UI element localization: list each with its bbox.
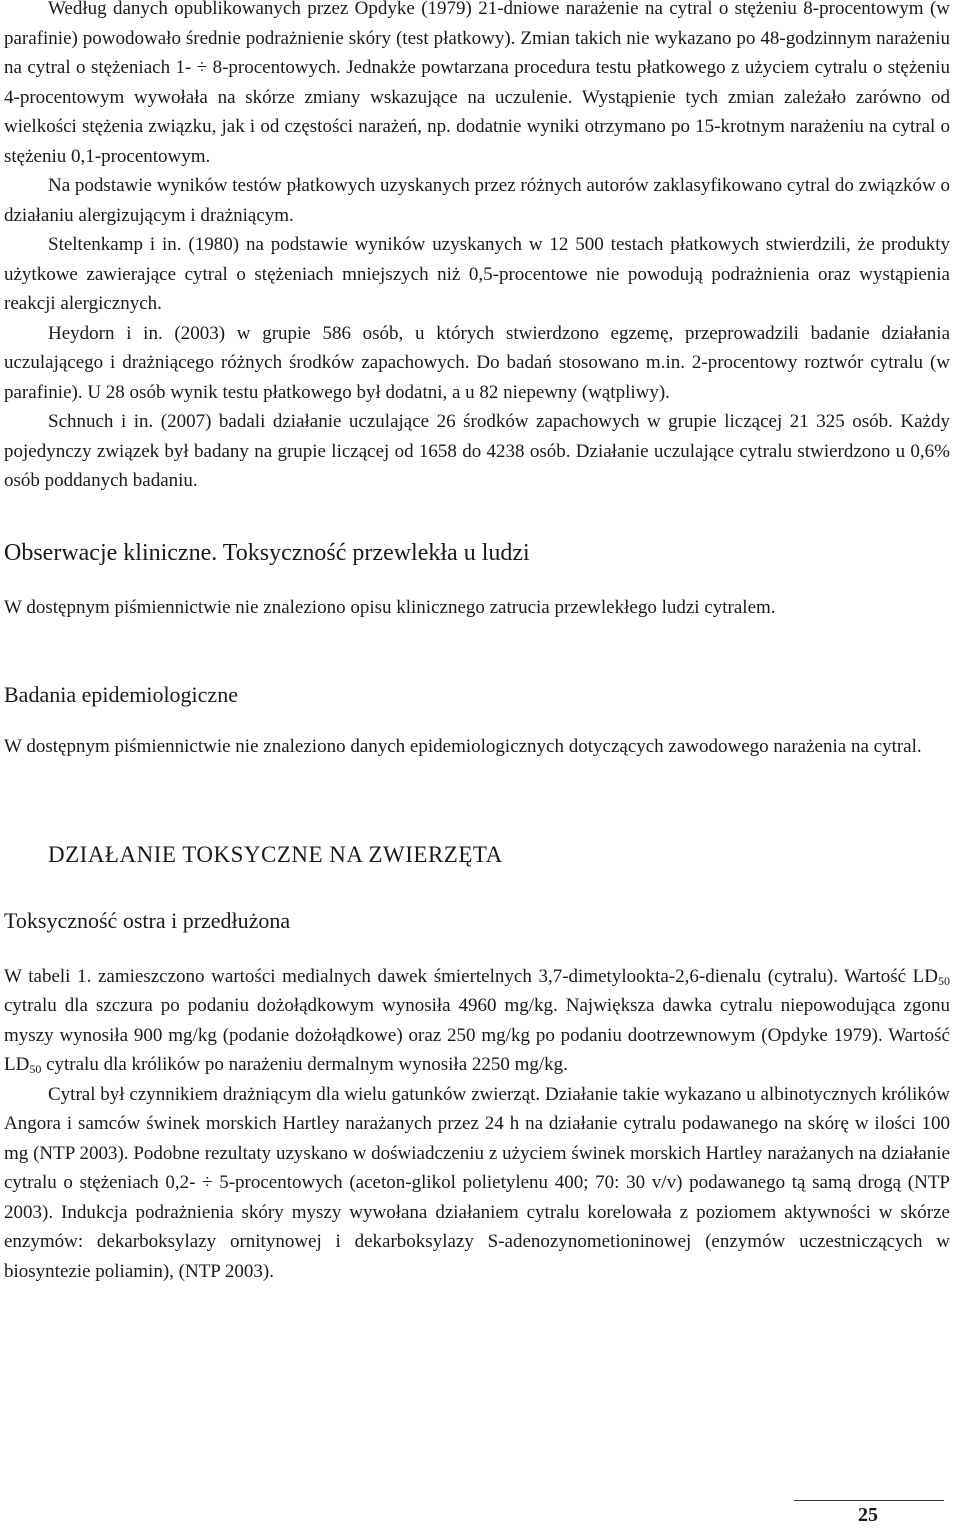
ld-subscript-2: 50 bbox=[29, 1062, 42, 1076]
paragraph-schnuch: Schnuch i in. (2007) badali działanie uczulające 26 środków zapachowych w grupie liczącej 21 325 osób. Każdy pojedynczy związek był badany na grupie liczącej od 1658 do 4238 osób. Działanie uczulające cytralu stwierdzono u 0,6% osób poddanych badaniu. bbox=[4, 411, 950, 491]
heading-clinical-observations: Obserwacje kliniczne. Toksyczność przewlekła u ludzi bbox=[4, 539, 530, 566]
paragraph-clinical: W dostępnym piśmiennictwie nie znaleziono opisu klinicznego zatrucia przewlekłego ludzi cytralem. bbox=[4, 596, 776, 618]
paragraph-epidemiology: W dostępnym piśmiennictwie nie znaleziono danych epidemiologicznych dotyczących zawodowego narażenia na cytral. bbox=[4, 736, 922, 757]
ld-text-c: cytralu dla królików po narażeniu dermalnym wynosiła 2250 mg/kg. bbox=[41, 1054, 568, 1075]
paragraph-irritation: Cytral był czynnikiem drażniącym dla wielu gatunków zwierząt. Działanie takie wykazano u albinotycznych królików Angora i samców świnek morskich Hartley narażanych przez 24 h na działanie cytralu podawanego na skórę w ilości 100 mg (NTP 2003). Podobne rezultaty uzyskano w doświadczeniu z użyciem świnek morskich Hartley narażanych na działanie cytralu o stężeniach 0,2- ÷ 5-procentowych (aceton-glikol polietylenu 400; 70: 30 v/v) podawanego tą samą drogą (NTP 2003). Indukcja podrażnienia skóry myszy wywołana działaniem cytralu korelowała z poziomem aktywności w skórze enzymów: dekarboksylazy ornitynowej i dekarboksylazy S-adenozynometioninowej (enzymów uczestniczących w biosyntezie poliamin), (NTP 2003). bbox=[4, 1083, 950, 1282]
document-page bbox=[4, 0, 950, 1286]
paragraph-classification: Na podstawie wyników testów płatkowych uzyskanych przez różnych autorów zaklasyfikowano cytral do związków o działaniu alergizującym i drażniącym. bbox=[4, 175, 950, 226]
paragraph-ld50 bbox=[4, 962, 950, 1080]
paragraph-opdyke: Według danych opublikowanych przez Opdyke (1979) 21-dniowe narażenie na cytral o stężeniu 8-procentowym (w parafinie) powodowało średnie podrażnienie skóry (test płatkowy). Zmian takich nie wykazano po 48-godzinnym narażeniu na cytral o stężeniach 1- ÷ 8-procentowych. Jednakże powtarzana procedura testu płatkowego z użyciem cytralu o stężeniu 4-procentowym wywołała na skórze zmiany wskazujące na uczulenie. Wystąpienie tych zmian zależało zarówno od wielkości stężenia związku, jak i od częstości narażeń, np. dodatnie wyniki otrzymano po 15-krotnym narażeniu na cytral o stężeniu 0,1-procentowym. bbox=[4, 0, 950, 167]
ld-text-b: cytralu dla szczura po podaniu dożołądkowym wynosiła 4960 mg/kg. Największa dawka cytralu niepowodująca zgonu myszy wynosiła 900 mg/kg (podanie dożołądkowe) oraz 250 mg/kg po podaniu dootrzewnowym (Opdyke 1979). Wartość LD bbox=[4, 995, 950, 1075]
ld-subscript-1: 50 bbox=[938, 973, 950, 988]
footer-rule bbox=[794, 1500, 944, 1501]
heading-epidemiology: Badania epidemiologiczne bbox=[4, 682, 238, 707]
page-number: 25 bbox=[858, 1504, 878, 1526]
ld-text-a: W tabeli 1. zamieszczono wartości medialnych dawek śmiertelnych 3,7-dimetylookta-2,6-dienalu (cytralu). Wartość LD bbox=[4, 965, 938, 987]
paragraph-heydorn: Heydorn i in. (2003) w grupie 586 osób, u których stwierdzono egzemę, przeprowadzili badanie działania uczulającego i drażniącego różnych środków zapachowych. Do badań stosowano m.in. 2-procentowy roztwór cytralu (w parafinie). U 28 osób wynik testu płatkowego był dodatni, a u 82 niepewny (wątpliwy). bbox=[4, 322, 950, 403]
heading-acute-toxicity: Toksyczność ostra i przedłużona bbox=[4, 907, 291, 933]
heading-animal-toxicity: DZIAŁANIE TOKSYCZNE NA ZWIERZĘTA bbox=[48, 841, 503, 867]
paragraph-steltenkamp: Steltenkamp i in. (1980) na podstawie wyników uzyskanych w 12 500 testach płatkowych stwierdzili, że produkty użytkowe zawierające cytral o stężeniach mniejszych niż 0,5-procentowe nie powodują podrażnienia oraz wystąpienia reakcji alergicznych. bbox=[4, 234, 950, 314]
